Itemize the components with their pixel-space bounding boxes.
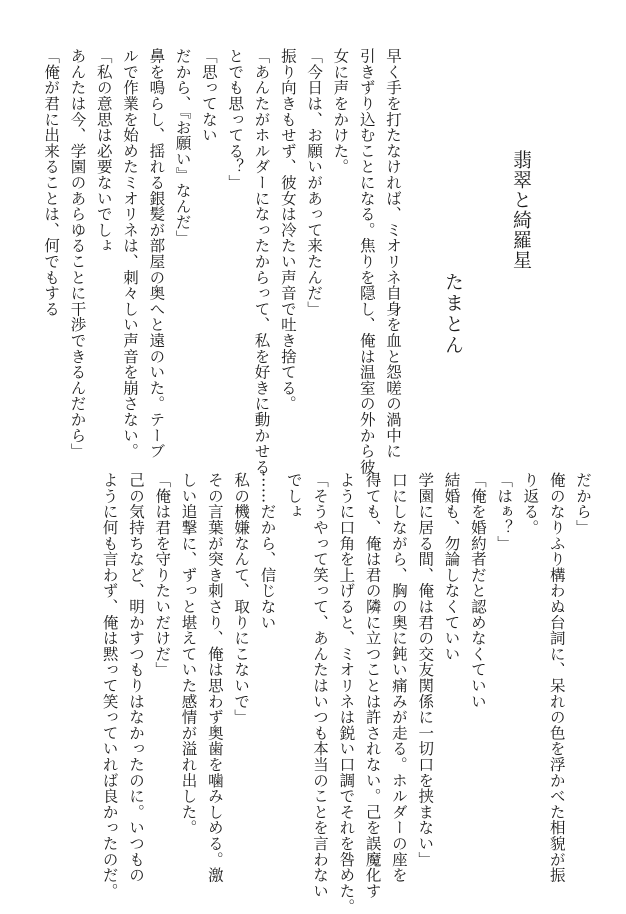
text-line: 「俺を婚約者だと認めなくていい bbox=[468, 472, 487, 709]
text-line: ルで作業を始めたミオリネは、刺々しい声音を崩さない。 bbox=[121, 48, 140, 459]
text-line: 「はぁ？」 bbox=[495, 472, 514, 551]
text-line: とでも思ってる？」 bbox=[226, 48, 245, 191]
text-line: 「あんたがホルダーになったからって、私を好きに動かせる bbox=[252, 48, 271, 475]
text-line: 「俺は君を守りたいだけだ」 bbox=[153, 472, 172, 678]
text-line: 女に声をかけた。 bbox=[331, 48, 350, 175]
text-line: 早く手を打たなければ、ミオリネ自身を血と怨嗟の渦中に bbox=[384, 48, 402, 459]
text-line: ……だから、信じない bbox=[258, 472, 277, 630]
text-line: り返る。 bbox=[521, 472, 540, 536]
upper-text-block bbox=[38, 48, 406, 475]
text-line: 振り向きもせず、彼女は冷たい声音で吐き捨てる。 bbox=[278, 48, 297, 412]
text-line: しい追撃に、ずっと堪えていた感情が溢れ出した。 bbox=[179, 472, 198, 836]
text-line: 結婚も、勿論しなくていい bbox=[442, 472, 461, 662]
text-line: ように何も言わず、俺は黙って笑っていれば良かったのだ。 bbox=[100, 472, 119, 899]
text-line: 俺のなりふり構わぬ台詞に、呆れの色を浮かべた相貌が振 bbox=[547, 472, 566, 883]
text-line: 引きずり込むことになる。焦りを隠し、俺は温室の外から彼 bbox=[357, 48, 376, 475]
text-line: 「そうやって笑って、あんたはいつも本当のことを言わない bbox=[311, 472, 330, 899]
author-name: たまとん bbox=[442, 272, 464, 356]
text-line: 「俺が君に出来ることは、何でもする bbox=[42, 48, 61, 317]
text-line: 私の機嫌なんて、取りにこないで」 bbox=[232, 472, 251, 725]
text-line: その言葉が突き刺さり、俺は思わず奥歯を噛みしめる。激 bbox=[205, 472, 224, 883]
text-line: 口にしながら、胸の奥に鈍い痛みが走る。ホルダーの座を bbox=[389, 472, 408, 883]
text-line: でしょ bbox=[284, 472, 303, 520]
text-line: 「思ってない bbox=[199, 48, 218, 143]
lower-text-block bbox=[96, 472, 596, 914]
text-line: 得ても、俺は君の隣に立つことは許されない。己を誤魔化す bbox=[363, 472, 382, 899]
text-line: 「私の意思は必要ないでしょ bbox=[94, 48, 113, 254]
text-line: 「今日は、お願いがあって来たんだ」 bbox=[305, 48, 324, 317]
story-title: 翡翠と綺羅星 bbox=[510, 150, 532, 270]
text-line: だから、『お願い』なんだ」 bbox=[173, 48, 192, 246]
text-line: 己の気持ちなど、明かすつもりはなかったのに。いつもの bbox=[126, 472, 145, 883]
text-line: 鼻を鳴らし、揺れる銀髪が部屋の奥へと遠のいた。テーブ bbox=[147, 48, 166, 459]
text-line: ように口角を上げると、ミオリネは鋭い口調でそれを咎めた。 bbox=[337, 472, 356, 914]
text-line: 学園に居る間、俺は君の交友関係に一切口を挟まない」 bbox=[416, 472, 435, 867]
text-line: あんたは今、学園のあらゆることに干渉できるんだから」 bbox=[68, 48, 87, 459]
text-line: だから」 bbox=[574, 472, 592, 536]
